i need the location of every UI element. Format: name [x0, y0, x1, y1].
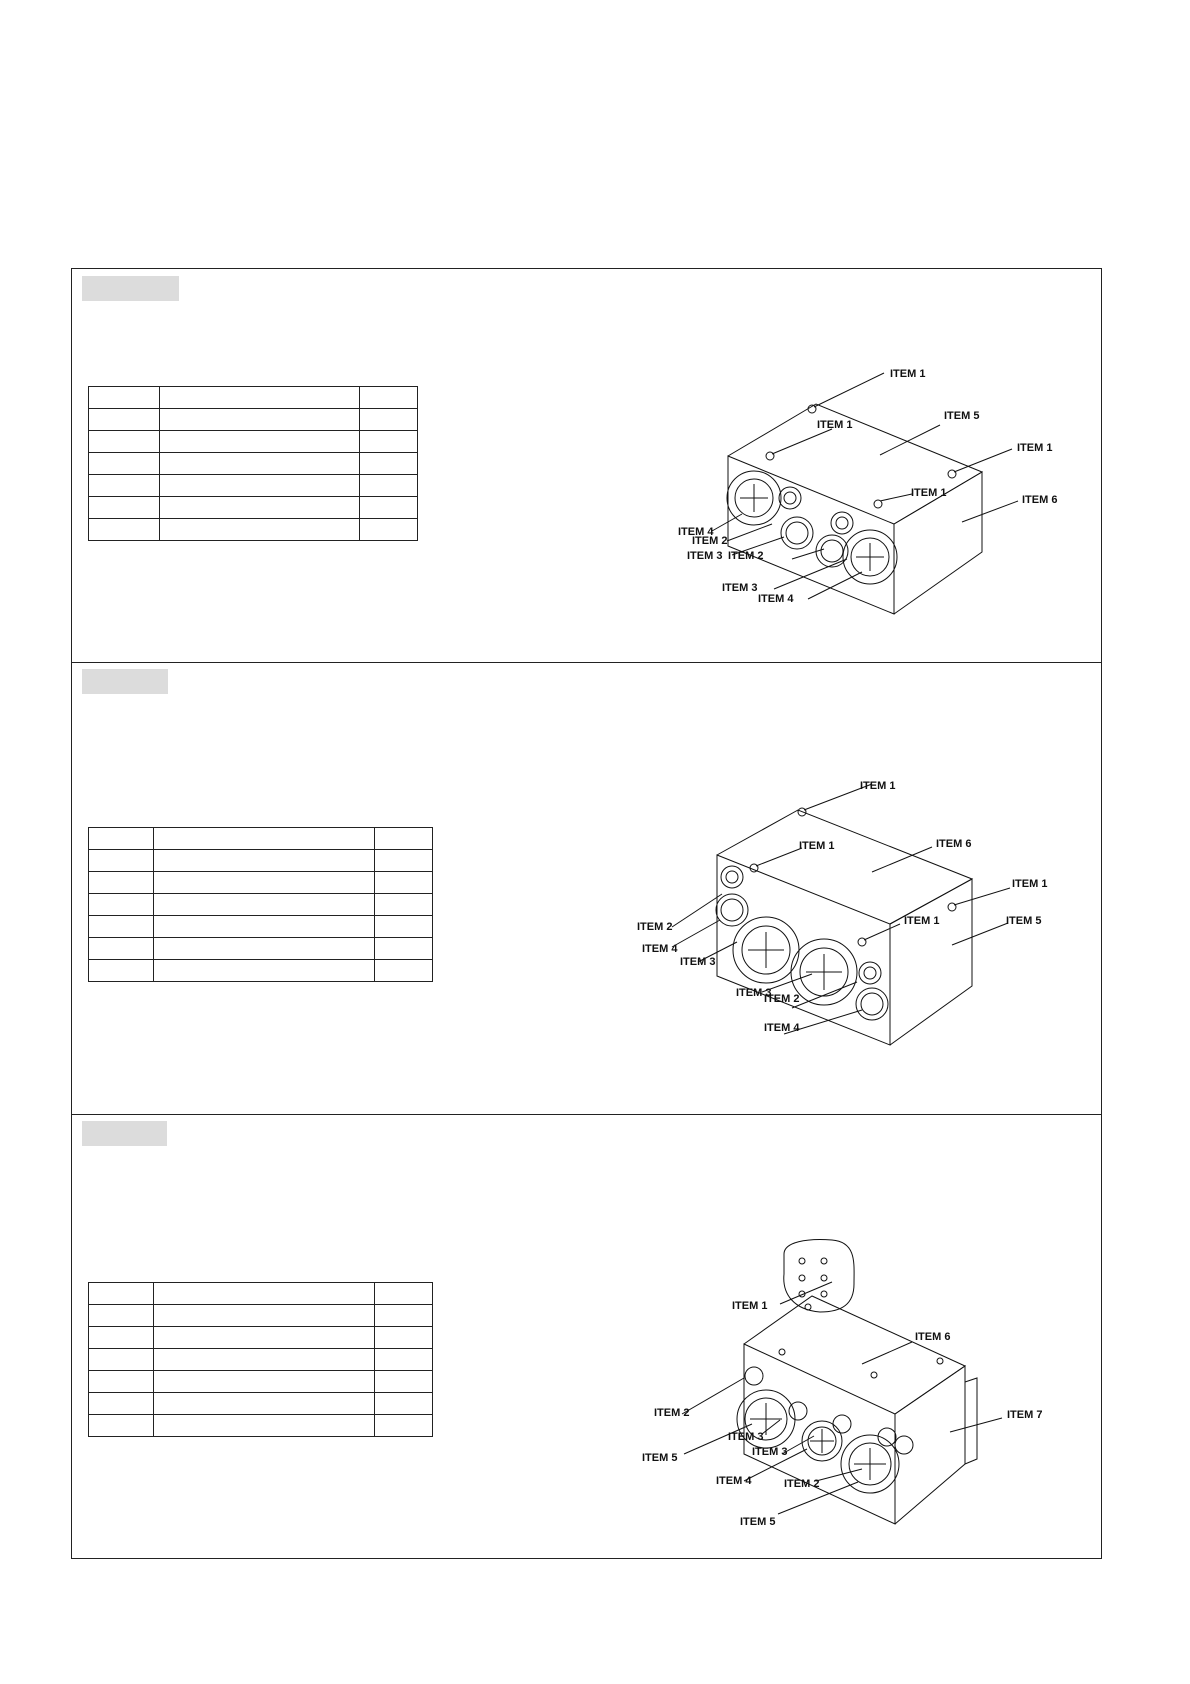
callout-item-5: ITEM 5 — [740, 1516, 776, 1528]
callout-item-2: ITEM 2 — [637, 921, 673, 933]
callout-item-4: ITEM 4 — [642, 943, 678, 955]
kit-contents-frame — [71, 268, 1102, 1559]
callout-item-6: ITEM 6 — [936, 838, 972, 850]
callout-item-1: ITEM 1 — [860, 780, 896, 792]
callout-item-4: ITEM 4 — [758, 593, 794, 605]
conduit-box-drawing — [72, 1114, 1100, 1560]
box-side-face — [895, 1366, 965, 1524]
callout-item-1: ITEM 1 — [904, 915, 940, 927]
callout-item-2: ITEM 2 — [784, 1478, 820, 1490]
callout-item-3: ITEM 3 — [728, 1431, 764, 1443]
kit-section-2 — [72, 662, 1101, 1115]
callout-item-5: ITEM 5 — [944, 410, 980, 422]
kit-section-1 — [72, 269, 1101, 663]
box-side-face — [890, 879, 972, 1045]
callout-item-4: ITEM 4 — [764, 1022, 800, 1034]
callout-item-2: ITEM 2 — [654, 1407, 690, 1419]
callout-item-2: ITEM 2 — [692, 535, 728, 547]
callout-item-3: ITEM 3 — [736, 987, 772, 999]
callout-item-3: ITEM 3 — [752, 1446, 788, 1458]
screw-bag — [784, 1240, 854, 1312]
callout-item-5: ITEM 5 — [1006, 915, 1042, 927]
conduit-box-drawing — [72, 269, 1100, 662]
callout-item-1: ITEM 1 — [817, 419, 853, 431]
callout-item-5: ITEM 5 — [642, 1452, 678, 1464]
callout-item-1: ITEM 1 — [890, 368, 926, 380]
conduit-box-drawing — [72, 662, 1100, 1114]
callout-item-7: ITEM 7 — [1007, 1409, 1043, 1421]
callout-item-1: ITEM 1 — [1017, 442, 1053, 454]
callout-item-4: ITEM 4 — [716, 1475, 752, 1487]
callout-item-1: ITEM 1 — [799, 840, 835, 852]
callout-item-3: ITEM 3 — [680, 956, 716, 968]
callout-item-2: ITEM 2 — [728, 550, 764, 562]
callout-item-3: ITEM 3 — [722, 582, 758, 594]
callout-item-1: ITEM 1 — [732, 1300, 768, 1312]
box-top-face — [717, 810, 972, 924]
callout-item-6: ITEM 6 — [1022, 494, 1058, 506]
callout-item-3: ITEM 3 — [687, 550, 723, 562]
box-front-face — [717, 855, 890, 1045]
kit-section-3 — [72, 1114, 1101, 1560]
callout-item-1: ITEM 1 — [911, 487, 947, 499]
callout-item-2: ITEM 2 — [764, 993, 800, 1005]
callout-item-6: ITEM 6 — [915, 1331, 951, 1343]
box-top-face — [728, 404, 982, 524]
box-top-face — [744, 1296, 965, 1414]
callout-item-1: ITEM 1 — [1012, 878, 1048, 890]
callout-item-4: ITEM 4 — [678, 526, 714, 538]
